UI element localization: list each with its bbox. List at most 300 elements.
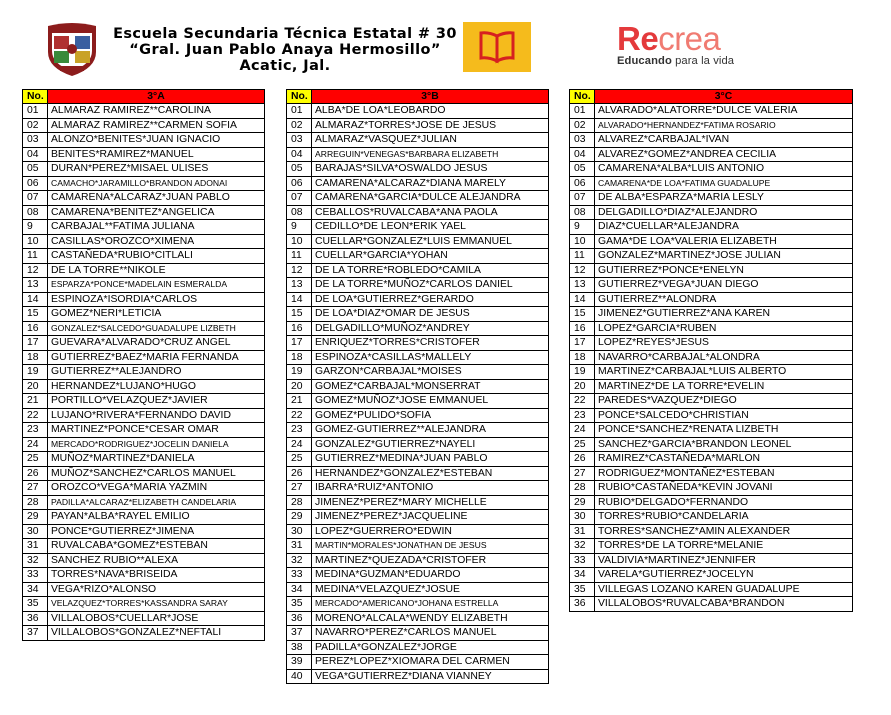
row-number: 06	[570, 176, 595, 191]
student-name: GUTIERREZ**ALONDRA	[595, 292, 853, 307]
student-name: PEREZ*LOPEZ*XIOMARA DEL CARMEN	[312, 655, 549, 670]
table-row	[570, 539, 853, 554]
student-name: MEDINA*VELAZQUEZ*JOSUE	[312, 582, 549, 597]
student-name: GOMEZ*NERI*LETICIA	[48, 307, 265, 322]
student-name: GUTIERREZ*BAEZ*MARIA FERNANDA	[48, 350, 265, 365]
student-name: BARAJAS*SILVA*OSWALDO JESUS	[312, 162, 549, 177]
table-row	[23, 191, 265, 206]
student-name: ESPARZA*PONCE*MADELAIN ESMERALDA	[48, 278, 265, 293]
row-number: 06	[287, 176, 312, 191]
row-number: 38	[287, 640, 312, 655]
row-number: 15	[23, 307, 48, 322]
table-row	[23, 553, 265, 568]
row-number: 27	[23, 481, 48, 496]
student-name: VARELA*GUTIERREZ*JOCELYN	[595, 568, 853, 583]
student-name: HERNANDEZ*LUJANO*HUGO	[48, 379, 265, 394]
student-name: MUÑOZ*SANCHEZ*CARLOS MANUEL	[48, 466, 265, 481]
table-row	[570, 205, 853, 220]
student-name: TORRES*SANCHEZ*AMIN ALEXANDER	[595, 524, 853, 539]
table-row	[287, 611, 549, 626]
school-name-line-1: Escuela Secundaria Técnica Estatal # 30	[113, 26, 457, 42]
table-row	[23, 539, 265, 554]
table-row	[23, 582, 265, 597]
row-number: 26	[570, 452, 595, 467]
student-name: ALVAREZ*GOMEZ*ANDREA CECILIA	[595, 147, 853, 162]
roster-table-3b	[286, 89, 549, 684]
row-number: 9	[287, 220, 312, 235]
table-row	[23, 162, 265, 177]
row-number: 19	[570, 365, 595, 380]
table-row	[23, 495, 265, 510]
table-row	[287, 452, 549, 467]
row-number: 12	[287, 263, 312, 278]
row-number: 25	[570, 437, 595, 452]
row-number: 24	[287, 437, 312, 452]
table-row	[570, 336, 853, 351]
row-number: 08	[287, 205, 312, 220]
student-name: GUTIERREZ*PONCE*ENELYN	[595, 263, 853, 278]
row-number: 22	[287, 408, 312, 423]
school-name-block	[110, 26, 460, 74]
table-row	[287, 133, 549, 148]
column-header-group: 3°C	[595, 90, 853, 104]
table-row	[287, 350, 549, 365]
table-row	[23, 452, 265, 467]
student-name: JIMENEZ*PEREZ*MARY MICHELLE	[312, 495, 549, 510]
table-row	[23, 147, 265, 162]
row-number: 01	[23, 104, 48, 119]
table-row	[287, 597, 549, 612]
row-number: 29	[570, 495, 595, 510]
student-name: DE LA TORRE*MUÑOZ*CARLOS DANIEL	[312, 278, 549, 293]
student-name: MARTINEZ*DE LA TORRE*EVELIN	[595, 379, 853, 394]
table-row	[287, 263, 549, 278]
row-number: 33	[570, 553, 595, 568]
table-row	[23, 278, 265, 293]
row-number: 9	[23, 220, 48, 235]
student-name: CAMARENA*DE LOA*FATIMA GUADALUPE	[595, 176, 853, 191]
student-name: NAVARRO*CARBAJAL*ALONDRA	[595, 350, 853, 365]
student-name: DELGADILLO*MUÑOZ*ANDREY	[312, 321, 549, 336]
row-number: 11	[23, 249, 48, 264]
table-row	[570, 510, 853, 525]
row-number: 25	[23, 452, 48, 467]
table-row	[287, 118, 549, 133]
student-name: PONCE*SALCEDO*CHRISTIAN	[595, 408, 853, 423]
row-number: 04	[570, 147, 595, 162]
roster-table-3c	[569, 89, 853, 612]
row-number: 06	[23, 176, 48, 191]
table-row	[287, 553, 549, 568]
table-row	[23, 234, 265, 249]
row-number: 33	[287, 568, 312, 583]
row-number: 04	[287, 147, 312, 162]
student-name: ENRIQUEZ*TORRES*CRISTOFER	[312, 336, 549, 351]
student-name: MERCADO*AMERICANO*JOHANA ESTRELLA	[312, 597, 549, 612]
row-number: 11	[570, 249, 595, 264]
table-row	[570, 394, 853, 409]
row-number: 20	[287, 379, 312, 394]
table-row	[570, 481, 853, 496]
row-number: 28	[23, 495, 48, 510]
student-name: GOMEZ*MUÑOZ*JOSE EMMANUEL	[312, 394, 549, 409]
student-name: OROZCO*VEGA*MARIA YAZMIN	[48, 481, 265, 496]
table-row	[287, 524, 549, 539]
student-name: CAMARENA*BENITEZ*ANGELICA	[48, 205, 265, 220]
table-row	[570, 524, 853, 539]
table-row	[570, 176, 853, 191]
student-name: VILLALOBOS*RUVALCABA*BRANDON	[595, 597, 853, 612]
row-number: 13	[287, 278, 312, 293]
student-name: GONZALEZ*GUTIERREZ*NAYELI	[312, 437, 549, 452]
row-number: 07	[23, 191, 48, 206]
student-name: DE LA TORRE**NIKOLE	[48, 263, 265, 278]
student-name: GUTIERREZ*VEGA*JUAN DIEGO	[595, 278, 853, 293]
student-name: PONCE*SANCHEZ*RENATA LIZBETH	[595, 423, 853, 438]
table-row	[23, 626, 265, 641]
table-row	[287, 568, 549, 583]
row-number: 32	[287, 553, 312, 568]
row-number: 35	[287, 597, 312, 612]
table-row	[570, 162, 853, 177]
table-row	[23, 220, 265, 235]
row-number: 36	[23, 611, 48, 626]
student-name: PONCE*GUTIERREZ*JIMENA	[48, 524, 265, 539]
row-number: 30	[287, 524, 312, 539]
table-row	[287, 234, 549, 249]
document-header	[0, 0, 891, 90]
table-row	[287, 191, 549, 206]
row-number: 39	[287, 655, 312, 670]
table-row	[23, 263, 265, 278]
row-number: 20	[23, 379, 48, 394]
row-number: 26	[287, 466, 312, 481]
table-row	[23, 249, 265, 264]
row-number: 14	[287, 292, 312, 307]
table-row	[23, 481, 265, 496]
student-name: GUTIERREZ**ALEJANDRO	[48, 365, 265, 380]
row-number: 9	[570, 220, 595, 235]
student-name: PAYAN*ALBA*RAYEL EMILIO	[48, 510, 265, 525]
row-number: 13	[570, 278, 595, 293]
row-number: 07	[570, 191, 595, 206]
student-name: MORENO*ALCALA*WENDY ELIZABETH	[312, 611, 549, 626]
student-name: VILLALOBOS*GONZALEZ*NEFTALI	[48, 626, 265, 641]
row-number: 17	[570, 336, 595, 351]
row-number: 05	[287, 162, 312, 177]
student-name: GUEVARA*ALVARADO*CRUZ ANGEL	[48, 336, 265, 351]
table-row	[570, 321, 853, 336]
row-number: 36	[570, 597, 595, 612]
table-row	[570, 104, 853, 119]
student-name: CEDILLO*DE LEON*ERIK YAEL	[312, 220, 549, 235]
table-row	[570, 350, 853, 365]
row-number: 10	[23, 234, 48, 249]
student-name: DELGADILLO*DIAZ*ALEJANDRO	[595, 205, 853, 220]
student-name: RUVALCABA*GOMEZ*ESTEBAN	[48, 539, 265, 554]
row-number: 24	[570, 423, 595, 438]
table-row	[287, 249, 549, 264]
row-number: 35	[23, 597, 48, 612]
table-row	[287, 437, 549, 452]
student-name: BENITES*RAMIREZ*MANUEL	[48, 147, 265, 162]
student-name: ALBA*DE LOA*LEOBARDO	[312, 104, 549, 119]
row-number: 16	[23, 321, 48, 336]
row-number: 17	[287, 336, 312, 351]
table-row	[570, 423, 853, 438]
student-name: ALMARAZ RAMIREZ**CARMEN SOFIA	[48, 118, 265, 133]
student-name: ESPINOZA*CASILLAS*MALLELY	[312, 350, 549, 365]
student-name: VILLEGAS LOZANO KAREN GUADALUPE	[595, 582, 853, 597]
table-row	[570, 234, 853, 249]
student-name: CASTAÑEDA*RUBIO*CITLALI	[48, 249, 265, 264]
row-number: 30	[570, 510, 595, 525]
row-number: 19	[287, 365, 312, 380]
row-number: 14	[23, 292, 48, 307]
table-row	[287, 307, 549, 322]
student-name: CEBALLOS*RUVALCABA*ANA PAOLA	[312, 205, 549, 220]
student-name: RODRIGUEZ*MONTAÑEZ*ESTEBAN	[595, 466, 853, 481]
table-row	[570, 263, 853, 278]
row-number: 01	[570, 104, 595, 119]
student-name: PADILLA*GONZALEZ*JORGE	[312, 640, 549, 655]
column-header-no: No.	[570, 90, 595, 104]
row-number: 18	[23, 350, 48, 365]
row-number: 18	[570, 350, 595, 365]
recrea-logo	[617, 22, 777, 72]
table-row	[23, 597, 265, 612]
table-row	[570, 495, 853, 510]
row-number: 36	[287, 611, 312, 626]
table-row	[287, 466, 549, 481]
table-row	[287, 394, 549, 409]
table-row	[570, 365, 853, 380]
student-name: DURAN*PEREZ*MISAEL ULISES	[48, 162, 265, 177]
student-name: RUBIO*CASTAÑEDA*KEVIN JOVANI	[595, 481, 853, 496]
row-number: 27	[570, 466, 595, 481]
student-name: DE LOA*GUTIERREZ*GERARDO	[312, 292, 549, 307]
student-name: TORRES*DE LA TORRE*MELANIE	[595, 539, 853, 554]
table-row	[287, 510, 549, 525]
row-number: 24	[23, 437, 48, 452]
table-row	[23, 176, 265, 191]
table-row	[570, 292, 853, 307]
table-row	[287, 292, 549, 307]
student-name: GOMEZ*PULIDO*SOFIA	[312, 408, 549, 423]
row-number: 32	[570, 539, 595, 554]
row-number: 15	[570, 307, 595, 322]
school-seal-logo	[42, 18, 102, 78]
table-row	[23, 394, 265, 409]
row-number: 15	[287, 307, 312, 322]
column-header-no: No.	[23, 90, 48, 104]
student-name: HERNANDEZ*GONZALEZ*ESTEBAN	[312, 466, 549, 481]
student-name: NAVARRO*PEREZ*CARLOS MANUEL	[312, 626, 549, 641]
table-row	[23, 350, 265, 365]
student-name: LOPEZ*GUERRERO*EDWIN	[312, 524, 549, 539]
student-name: CAMARENA*ALBA*LUIS ANTONIO	[595, 162, 853, 177]
row-number: 23	[570, 408, 595, 423]
row-number: 21	[287, 394, 312, 409]
row-number: 27	[287, 481, 312, 496]
table-row	[570, 568, 853, 583]
table-row	[287, 220, 549, 235]
table-row	[570, 220, 853, 235]
table-row	[23, 118, 265, 133]
table-row	[287, 162, 549, 177]
row-number: 28	[287, 495, 312, 510]
table-row	[570, 191, 853, 206]
table-row	[287, 582, 549, 597]
table-row	[570, 379, 853, 394]
table-row	[23, 437, 265, 452]
row-number: 05	[570, 162, 595, 177]
table-row	[570, 133, 853, 148]
table-row	[287, 147, 549, 162]
student-name: VEGA*GUTIERREZ*DIANA VIANNEY	[312, 669, 549, 684]
table-row	[23, 568, 265, 583]
row-number: 22	[23, 408, 48, 423]
table-row	[287, 278, 549, 293]
row-number: 10	[287, 234, 312, 249]
table-row	[23, 408, 265, 423]
table-row	[23, 365, 265, 380]
student-name: DE ALBA*ESPARZA*MARIA LESLY	[595, 191, 853, 206]
row-number: 02	[23, 118, 48, 133]
row-number: 17	[23, 336, 48, 351]
row-number: 25	[287, 452, 312, 467]
student-name: LUJANO*RIVERA*FERNANDO DAVID	[48, 408, 265, 423]
row-number: 12	[23, 263, 48, 278]
recrea-tagline: Educando para la vida	[617, 55, 735, 67]
row-number: 31	[287, 539, 312, 554]
student-name: CUELLAR*GARCIA*YOHAN	[312, 249, 549, 264]
student-name: GONZALEZ*MARTINEZ*JOSE JULIAN	[595, 249, 853, 264]
student-name: DE LOA*DIAZ*OMAR DE JESUS	[312, 307, 549, 322]
student-name: CUELLAR*GONZALEZ*LUIS EMMANUEL	[312, 234, 549, 249]
student-name: LOPEZ*GARCIA*RUBEN	[595, 321, 853, 336]
student-name: GOMEZ*CARBAJAL*MONSERRAT	[312, 379, 549, 394]
student-name: DE LA TORRE*ROBLEDO*CAMILA	[312, 263, 549, 278]
student-name: ALMARAZ*TORRES*JOSE DE JESUS	[312, 118, 549, 133]
row-number: 34	[570, 568, 595, 583]
student-name: TORRES*NAVA*BRISEIDA	[48, 568, 265, 583]
student-name: GOMEZ-GUTIERREZ**ALEJANDRA	[312, 423, 549, 438]
table-row	[570, 278, 853, 293]
student-name: ALVARADO*HERNANDEZ*FATIMA ROSARIO	[595, 118, 853, 133]
row-number: 16	[570, 321, 595, 336]
row-number: 11	[287, 249, 312, 264]
row-number: 34	[23, 582, 48, 597]
table-row	[23, 205, 265, 220]
student-name: CARBAJAL**FATIMA JULIANA	[48, 220, 265, 235]
row-number: 31	[570, 524, 595, 539]
student-name: GARZON*CARBAJAL*MOISES	[312, 365, 549, 380]
student-name: ALONZO*BENITES*JUAN IGNACIO	[48, 133, 265, 148]
school-name-line-2: “Gral. Juan Pablo Anaya Hermosillo”	[129, 42, 441, 58]
table-row	[287, 669, 549, 684]
table-row	[287, 640, 549, 655]
student-name: JIMENEZ*GUTIERREZ*ANA KAREN	[595, 307, 853, 322]
table-row	[570, 466, 853, 481]
row-number: 20	[570, 379, 595, 394]
student-name: ALMARAZ*VASQUEZ*JULIAN	[312, 133, 549, 148]
student-name: RAMIREZ*CASTAÑEDA*MARLON	[595, 452, 853, 467]
table-row	[23, 379, 265, 394]
row-number: 37	[287, 626, 312, 641]
roster-table-3a	[22, 89, 265, 641]
table-row	[287, 655, 549, 670]
row-number: 30	[23, 524, 48, 539]
table-row	[570, 582, 853, 597]
table-row	[570, 597, 853, 612]
student-name: ESPINOZA*ISORDIA*CARLOS	[48, 292, 265, 307]
student-name: VILLALOBOS*CUELLAR*JOSE	[48, 611, 265, 626]
row-number: 33	[23, 568, 48, 583]
student-name: PORTILLO*VELAZQUEZ*JAVIER	[48, 394, 265, 409]
row-number: 26	[23, 466, 48, 481]
student-name: CAMARENA*GARCIA*DULCE ALEJANDRA	[312, 191, 549, 206]
row-number: 08	[23, 205, 48, 220]
table-row	[23, 307, 265, 322]
student-name: PADILLA*ALCARAZ*ELIZABETH CANDELARIA	[48, 495, 265, 510]
table-row	[287, 176, 549, 191]
row-number: 08	[570, 205, 595, 220]
student-name: MUÑOZ*MARTINEZ*DANIELA	[48, 452, 265, 467]
table-row	[287, 481, 549, 496]
student-name: LOPEZ*REYES*JESUS	[595, 336, 853, 351]
table-row	[287, 626, 549, 641]
table-row	[23, 321, 265, 336]
row-number: 37	[23, 626, 48, 641]
student-name: VELAZQUEZ*TORRES*KASSANDRA SARAY	[48, 597, 265, 612]
table-row	[287, 495, 549, 510]
student-name: MARTINEZ*CARBAJAL*LUIS ALBERTO	[595, 365, 853, 380]
row-number: 31	[23, 539, 48, 554]
row-number: 21	[23, 394, 48, 409]
student-name: ARREGUIN*VENEGAS*BARBARA ELIZABETH	[312, 147, 549, 162]
row-number: 07	[287, 191, 312, 206]
student-name: IBARRA*RUIZ*ANTONIO	[312, 481, 549, 496]
student-name: TORRES*RUBIO*CANDELARIA	[595, 510, 853, 525]
table-row	[287, 408, 549, 423]
student-name: SANCHEZ*GARCIA*BRANDON LEONEL	[595, 437, 853, 452]
row-number: 04	[23, 147, 48, 162]
student-name: VALDIVIA*MARTINEZ*JENNIFER	[595, 553, 853, 568]
row-number: 18	[287, 350, 312, 365]
row-number: 01	[287, 104, 312, 119]
row-number: 05	[23, 162, 48, 177]
student-name: MEDINA*GUZMAN*EDUARDO	[312, 568, 549, 583]
student-name: CAMARENA*ALCARAZ*DIANA MARELY	[312, 176, 549, 191]
table-row	[570, 553, 853, 568]
row-number: 03	[570, 133, 595, 148]
table-row	[287, 365, 549, 380]
row-number: 19	[23, 365, 48, 380]
table-row	[287, 321, 549, 336]
table-row	[23, 466, 265, 481]
student-name: SANCHEZ RUBIO**ALEXA	[48, 553, 265, 568]
table-row	[23, 133, 265, 148]
student-name: DIAZ*CUELLAR*ALEJANDRA	[595, 220, 853, 235]
table-row	[287, 104, 549, 119]
row-number: 23	[23, 423, 48, 438]
row-number: 35	[570, 582, 595, 597]
table-row	[570, 437, 853, 452]
student-name: MERCADO*RODRIGUEZ*JOCELIN DANIELA	[48, 437, 265, 452]
row-number: 02	[287, 118, 312, 133]
row-number: 23	[287, 423, 312, 438]
